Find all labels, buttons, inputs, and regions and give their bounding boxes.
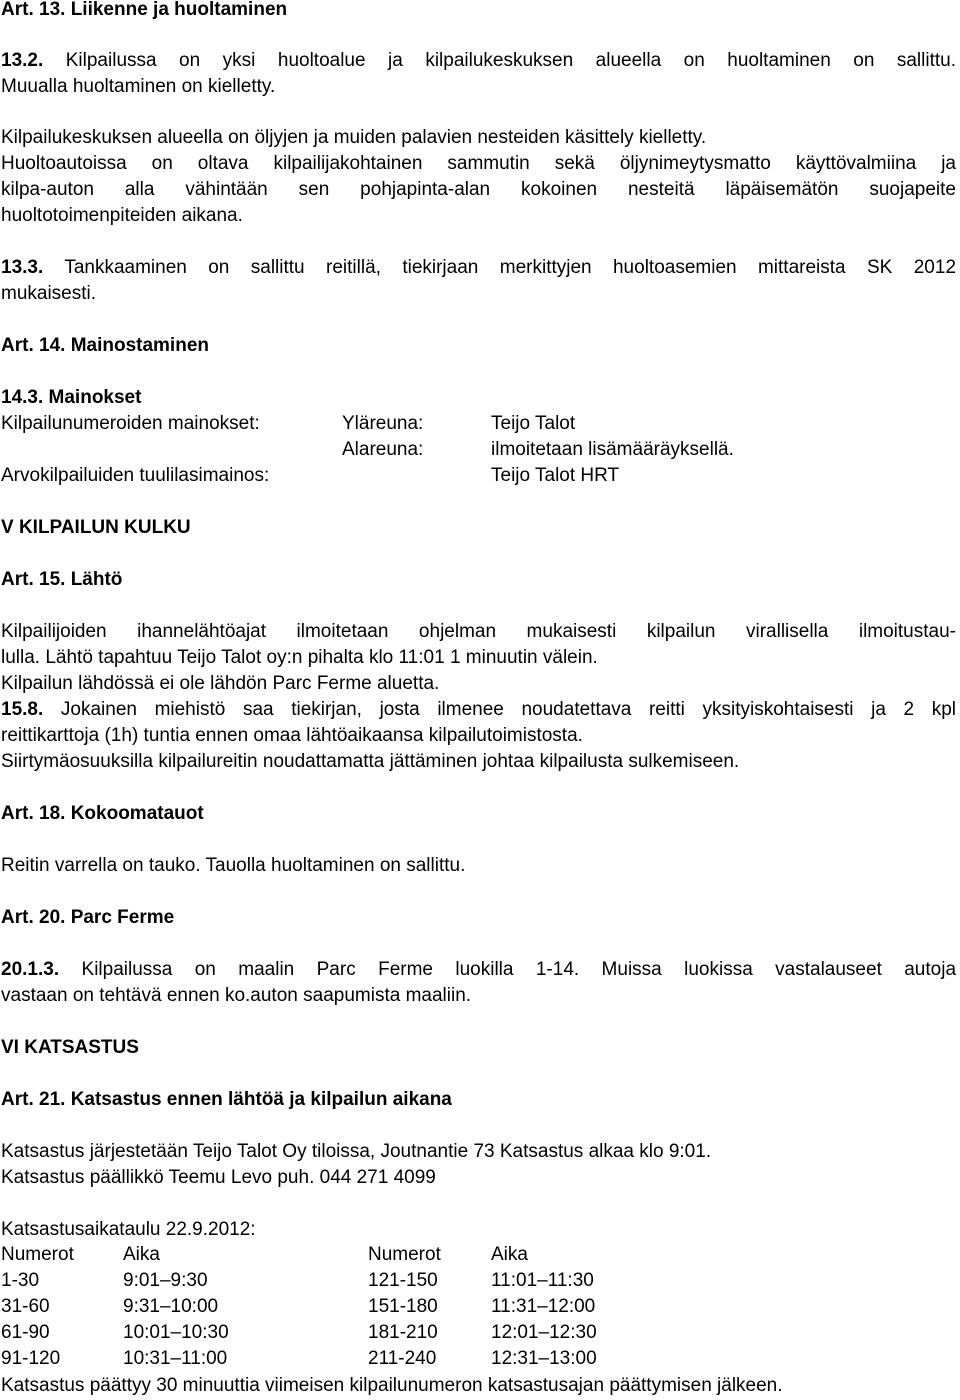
inspection-schedule-table bbox=[1, 1243, 701, 1373]
para-13-2-line-2: Muualla huoltaminen on kielletty. bbox=[1, 76, 276, 97]
para-15-8-line-2: reittikarttoja (1h) tuntia ennen omaa lähtöaikaansa kilpailutoimistosta. bbox=[1, 725, 583, 746]
art14-heading: Art. 14. Mainostaminen bbox=[1, 335, 209, 356]
ad-label-windscreen: Arvokilpailuiden tuulilasimainos: bbox=[1, 465, 270, 486]
art20-line-2: vastaan on tehtävä ennen ko.auton saapumista maaliin. bbox=[1, 985, 472, 1006]
ad-position-top: Yläreuna: bbox=[342, 413, 424, 434]
para-oil-line-1: Kilpailukeskuksen alueella on öljyjen ja muiden palavien nesteiden käsittely kielletty. bbox=[1, 127, 707, 148]
header-numbers-1: Numerot bbox=[1, 1244, 74, 1265]
ad-label-start-numbers: Kilpailunumeroiden mainokset: bbox=[1, 413, 260, 434]
table-cell: 61-90 bbox=[1, 1322, 50, 1343]
art21-heading: Art. 21. Katsastus ennen lähtöä ja kilpailun aikana bbox=[1, 1089, 452, 1110]
header-time-2: Aika bbox=[491, 1244, 528, 1265]
table-cell: 181-210 bbox=[368, 1322, 438, 1343]
table-cell: 12:31–13:00 bbox=[491, 1348, 597, 1369]
art15-line-2: lulla. Lähtö tapahtuu Teijo Talot oy:n pihalta klo 11:01 1 minuutin välein. bbox=[1, 647, 598, 668]
art18-heading: Art. 18. Kokoomatauot bbox=[1, 803, 204, 824]
ad-position-bottom: Alareuna: bbox=[342, 439, 424, 460]
art15-heading: Art. 15. Lähtö bbox=[1, 569, 123, 590]
art21-line-2: Katsastus päällikkö Teemu Levo puh. 044 271 4099 bbox=[1, 1167, 436, 1188]
table-cell: 1-30 bbox=[1, 1270, 40, 1291]
art20-line-1: 20.1.3. Kilpailussa on maalin Parc Ferme luokilla 1-14. Muissa luokissa vastalauseet autoja bbox=[1, 959, 957, 980]
inspection-closing-note: Katsastus päättyy 30 minuuttia viimeisen kilpailunumeron katsastusajan päättymisen jälkeen. bbox=[1, 1375, 783, 1396]
para-oil-line-3: kilpa-auton alla vähintään sen pohjapinta-alan kokoinen nesteitä läpäisemätön suojapeite bbox=[1, 179, 956, 200]
table-cell: 121-150 bbox=[368, 1270, 438, 1291]
schedule-title: Katsastusaikataulu 22.9.2012: bbox=[1, 1219, 256, 1240]
table-row bbox=[1, 1269, 701, 1295]
ad-value-windscreen: Teijo Talot HRT bbox=[491, 465, 620, 486]
table-cell: 11:31–12:00 bbox=[491, 1296, 596, 1317]
art18-text: Reitin varrella on tauko. Tauolla huoltaminen on sallittu. bbox=[1, 855, 466, 876]
para-oil-line-4: huoltotoimenpiteiden aikana. bbox=[1, 205, 243, 226]
para-oil-line-2: Huoltoautoissa on oltava kilpailijakohtainen sammutin sekä öljynimeytysmatto käyttövalmiina ja bbox=[1, 153, 956, 174]
header-numbers-2: Numerot bbox=[368, 1244, 441, 1265]
para-13-3-line-2: mukaisesti. bbox=[1, 283, 97, 304]
table-row bbox=[1, 1295, 701, 1321]
table-cell: 12:01–12:30 bbox=[491, 1322, 597, 1343]
para-13-2-number: 13.2. bbox=[1, 50, 44, 71]
art15-line-1: Kilpailijoiden ihannelähtöajat ilmoitetaan ohjelman mukaisesti kilpailun virallisella ilmoitustau- bbox=[1, 621, 956, 642]
table-cell: 31-60 bbox=[1, 1296, 50, 1317]
ad-value-top: Teijo Talot bbox=[491, 413, 576, 434]
art15-line-3: Kilpailun lähdössä ei ole lähdön Parc Ferme aluetta. bbox=[1, 673, 440, 694]
table-cell: 9:01–9:30 bbox=[123, 1270, 208, 1291]
table-cell: 9:31–10:00 bbox=[123, 1296, 219, 1317]
section-v-heading: V KILPAILUN KULKU bbox=[1, 517, 191, 538]
para-15-8-number: 15.8. bbox=[1, 699, 44, 720]
section-vi-heading: VI KATSASTUS bbox=[1, 1037, 139, 1058]
table-row bbox=[1, 1321, 701, 1347]
table-header-row bbox=[1, 1243, 701, 1269]
art13-heading: Art. 13. Liikenne ja huoltaminen bbox=[1, 0, 288, 20]
ad-value-bottom: ilmoitetaan lisämääräyksellä. bbox=[491, 439, 734, 460]
art21-line-1: Katsastus järjestetään Teijo Talot Oy tiloissa, Joutnantie 73 Katsastus alkaa klo 9:01. bbox=[1, 1141, 712, 1162]
table-cell: 10:01–10:30 bbox=[123, 1322, 229, 1343]
para-20-1-3-number: 20.1.3. bbox=[1, 959, 60, 980]
table-cell: 11:01–11:30 bbox=[491, 1270, 594, 1291]
table-row bbox=[1, 1347, 701, 1373]
para-15-8-line-1: 15.8. Jokainen miehistö saa tiekirjan, josta ilmenee noudatettava reitti yksityiskohtaisesti ja 2 kpl bbox=[1, 699, 956, 720]
table-cell: 211-240 bbox=[368, 1348, 437, 1369]
header-time-1: Aika bbox=[123, 1244, 160, 1265]
para-13-3-line-1: 13.3. Tankkaaminen on sallittu reitillä, tiekirjaan merkittyjen huoltoasemien mittareista SK 2012 bbox=[1, 257, 957, 278]
para-13-2-line-1: 13.2. Kilpailussa on yksi huoltoalue ja kilpailukeskuksen alueella on huoltaminen on sallittu. bbox=[1, 50, 956, 71]
art20-heading: Art. 20. Parc Ferme bbox=[1, 907, 175, 928]
table-cell: 151-180 bbox=[368, 1296, 438, 1317]
para-13-3-number: 13.3. bbox=[1, 257, 44, 278]
art14-3-subheading: 14.3. Mainokset bbox=[1, 387, 142, 408]
table-cell: 10:31–11:00 bbox=[123, 1348, 228, 1369]
table-cell: 91-120 bbox=[1, 1348, 61, 1369]
para-15-8-line-3: Siirtymäosuuksilla kilpailureitin noudattamatta jättäminen johtaa kilpailusta sulkemiseen. bbox=[1, 751, 740, 772]
